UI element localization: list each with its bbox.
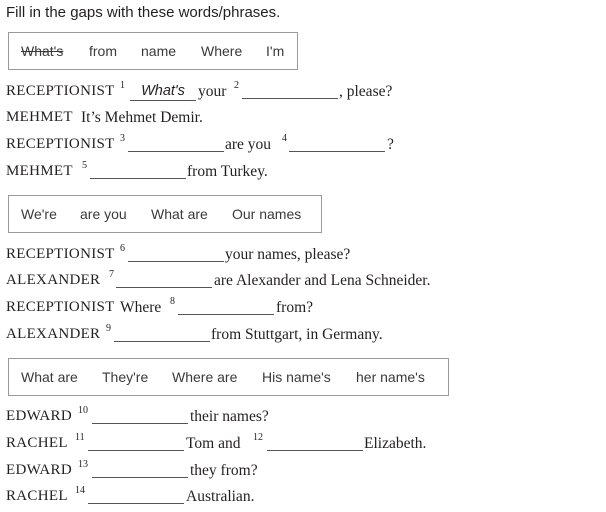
line-text: they from?: [190, 462, 258, 479]
gap-number: 3: [120, 133, 125, 144]
speaker-label: RECEPTIONIST: [6, 136, 115, 152]
word-im: I'm: [266, 43, 285, 59]
line-text: It’s Mehmet Demir.: [81, 109, 203, 126]
speaker-label: ALEXANDER: [6, 326, 101, 342]
gap-number: 8: [170, 296, 175, 307]
dialogue1-line3: [6, 133, 596, 156]
word-from: from: [89, 43, 117, 59]
gap-4-blank[interactable]: [289, 136, 385, 152]
word-what-are: What are: [151, 206, 208, 222]
gap-number: 11: [75, 432, 85, 443]
gap-number: 6: [120, 243, 125, 254]
dialogue3-line4: [6, 485, 596, 508]
word-our-names: Our names: [232, 206, 302, 222]
dialogue2-line2: [6, 269, 596, 292]
gap-number: 2: [234, 80, 239, 91]
speaker-label: MEHMET: [6, 163, 73, 179]
speaker-label: RECEPTIONIST: [6, 299, 115, 315]
speaker-label: ALEXANDER: [6, 272, 101, 288]
gap-6-blank[interactable]: [128, 246, 224, 262]
gap-number: 13: [78, 459, 88, 470]
gap-1-answer[interactable]: What's: [130, 83, 196, 101]
gap-number: 14: [75, 485, 85, 496]
gap-number: 12: [253, 432, 263, 443]
gap-9-blank[interactable]: [114, 326, 210, 342]
speaker-label: EDWARD: [6, 462, 72, 478]
gap-number: 7: [109, 269, 114, 280]
word-whats-used: What's: [21, 43, 64, 59]
dialogue3-line3: [6, 459, 596, 482]
dialogue2-line1: [6, 243, 596, 266]
exercise-instruction: Fill in the gaps with these words/phrases.: [6, 4, 281, 21]
line-text: ?: [387, 136, 394, 153]
dialogue3-line2: [6, 432, 596, 455]
speaker-label: MEHMET: [6, 109, 73, 125]
dialogue1-line1: [6, 80, 596, 103]
line-text: are Alexander and Lena Schneider.: [214, 272, 431, 289]
gap-5-blank[interactable]: [90, 163, 186, 179]
word-name: name: [141, 43, 177, 59]
gap-number: 4: [282, 133, 287, 144]
gap-10-blank[interactable]: [92, 408, 188, 424]
dialogue1-line2: [6, 109, 596, 129]
dialogue1-line4: [6, 160, 596, 183]
line-text: your names, please?: [225, 246, 351, 263]
dialogue2-line4: [6, 323, 596, 346]
word-where-are: Where are: [172, 369, 238, 385]
line-text: from?: [276, 299, 314, 316]
gap-8-blank[interactable]: [178, 299, 274, 315]
gap-7-blank[interactable]: [116, 272, 212, 288]
gap-number: 9: [106, 323, 111, 334]
word-box-3: [8, 358, 449, 396]
word-box-2: [8, 195, 322, 233]
line-text: Australian.: [186, 488, 255, 505]
word-box-1: [8, 32, 298, 70]
dialogue2-line3: [6, 296, 596, 319]
line-text: Elizabeth.: [364, 435, 427, 452]
word-were: We're: [21, 206, 57, 222]
gap-2-blank[interactable]: [242, 83, 338, 99]
gap-12-blank[interactable]: [267, 435, 363, 451]
line-text: from Turkey.: [187, 163, 268, 180]
line-text: their names?: [190, 408, 269, 425]
gap-number: 10: [78, 405, 88, 416]
speaker-label: RACHEL: [6, 435, 68, 451]
line-text: from Stuttgart, in Germany.: [211, 326, 383, 343]
speaker-label: RECEPTIONIST: [6, 83, 115, 99]
word-what-are: What are: [21, 369, 78, 385]
gap-number: 5: [82, 160, 87, 171]
line-text: are you: [225, 136, 272, 153]
gap-14-blank[interactable]: [88, 488, 184, 504]
gap-3-blank[interactable]: [128, 136, 224, 152]
line-text: , please?: [339, 83, 393, 100]
word-her-names: her name's: [356, 369, 425, 385]
word-his-names: His name's: [262, 369, 331, 385]
line-text: Where: [120, 299, 162, 316]
word-theyre: They're: [102, 369, 149, 385]
word-where: Where: [201, 43, 243, 59]
line-text: your: [198, 83, 227, 100]
speaker-label: EDWARD: [6, 408, 72, 424]
line-text: Tom and: [186, 435, 241, 452]
word-are-you: are you: [80, 206, 127, 222]
speaker-label: RECEPTIONIST: [6, 246, 115, 262]
gap-11-blank[interactable]: [88, 435, 184, 451]
gap-number: 1: [120, 80, 125, 91]
speaker-label: RACHEL: [6, 488, 68, 504]
gap-13-blank[interactable]: [92, 462, 188, 478]
dialogue3-line1: [6, 405, 596, 428]
